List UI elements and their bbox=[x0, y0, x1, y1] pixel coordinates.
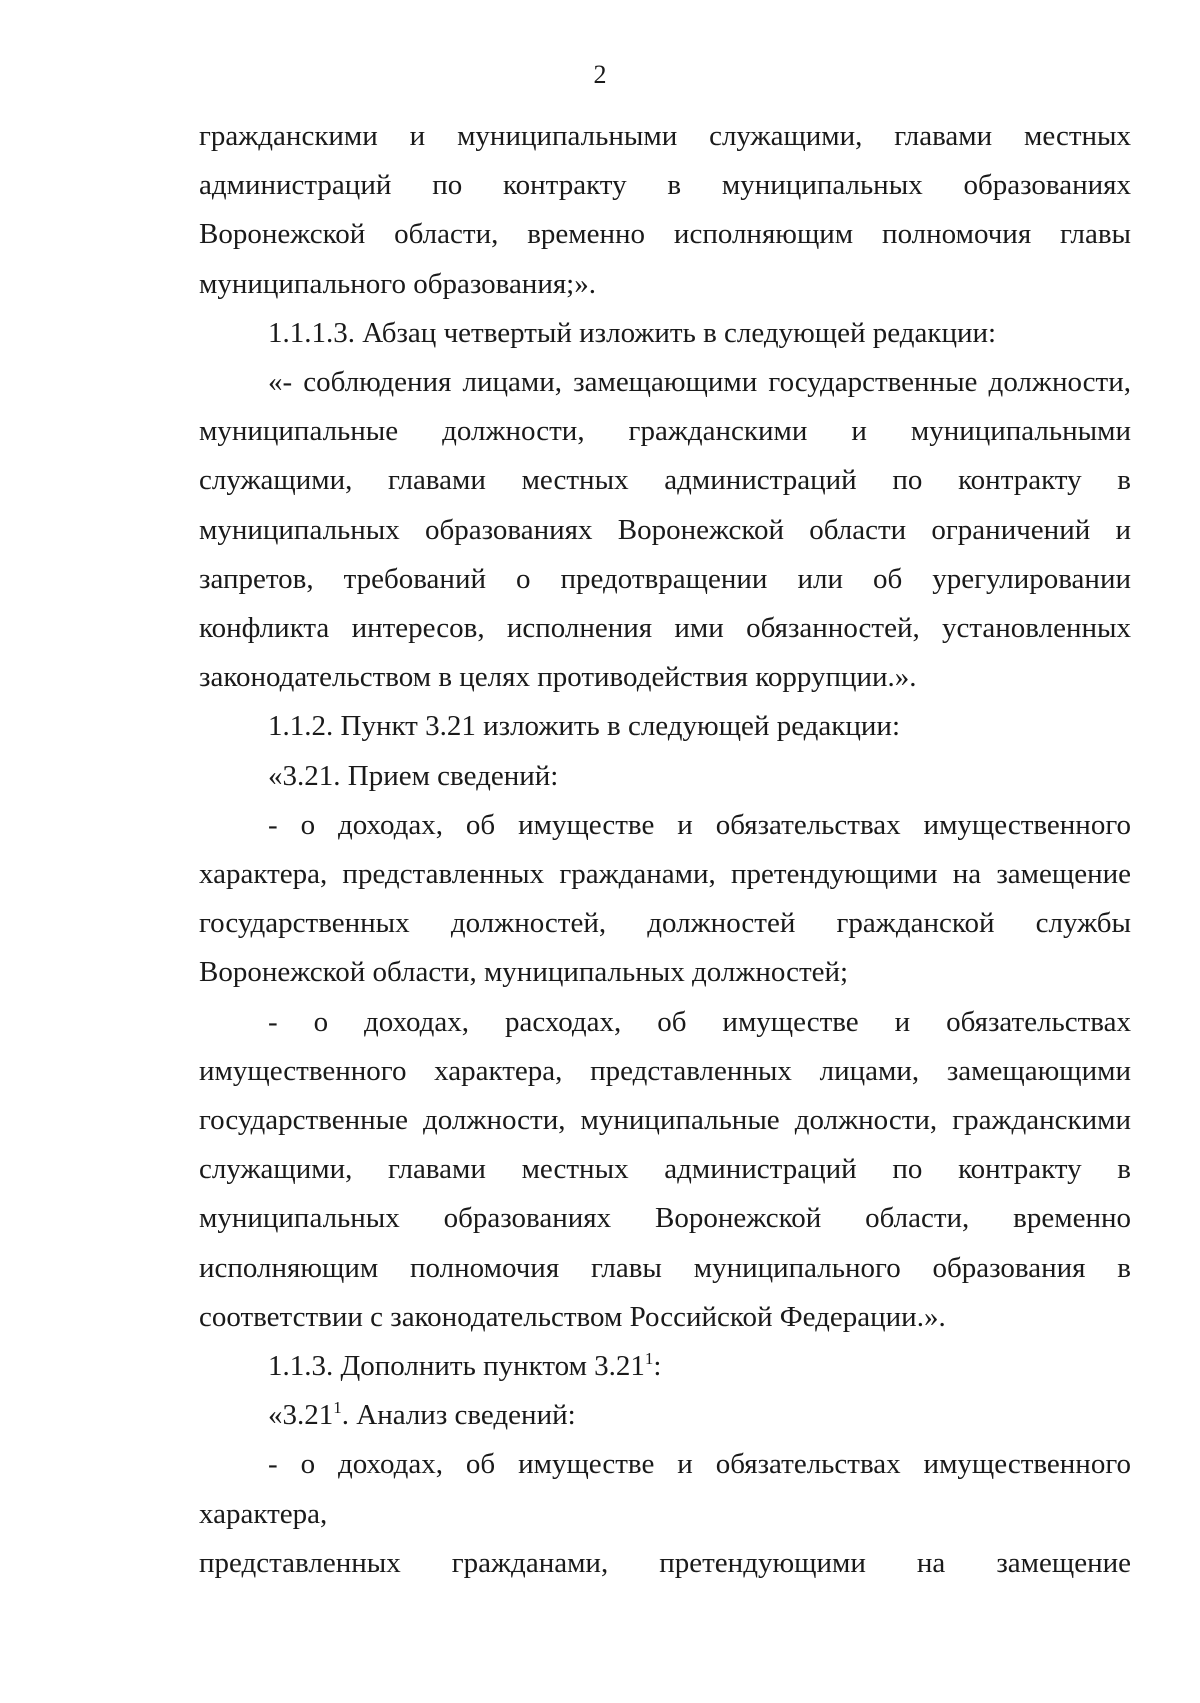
paragraph-continuation: гражданскими и муниципальными служащими, главами местных администраций по контракту в муниципальных образованиях Воронежской области, временно исполняющим полномочия главы муниципального образования;». bbox=[199, 120, 1131, 300]
paragraph-item-1-1-3-text: 1.1.3. Дополнить пунктом 3.21 bbox=[268, 1350, 645, 1383]
paragraph-analysis-income-line: - о доходах, об имуществе и обязательствах имущественного характера, bbox=[199, 1448, 1131, 1530]
paragraph-quote-compliance: «- соблюдения лицами, замещающими государственные должности, муниципальные должности, гражданскими и муниципальными служащими, главами местных администраций по контракту в муниципальных образованиях Воронежской области ограничений и запретов, требований о предотвращении или об урегулировании конфликта интересов, исполнения ими обязанностей, установленных законодательством в целях противодействия коррупции.». bbox=[199, 366, 1131, 694]
paragraph-3-21-heading: «3.21. Прием сведений: bbox=[268, 759, 559, 792]
paragraph-3-21-1-text: «3.21 bbox=[268, 1399, 334, 1432]
document-body bbox=[199, 112, 1131, 1588]
paragraph-analysis-citizens-line: представленных гражданами, претендующими на замещение bbox=[199, 1546, 1131, 1579]
paragraph-item-1-1-2: 1.1.2. Пункт 3.21 изложить в следующей редакции: bbox=[268, 710, 901, 743]
superscript: 1 bbox=[644, 1349, 654, 1369]
paragraph-item-1-1-3-after: : bbox=[653, 1350, 662, 1383]
paragraph-item-1-1-3 bbox=[199, 1342, 1131, 1391]
paragraph-income-officials: - о доходах, расходах, об имуществе и обязательствах имущественного характера, представленных лицами, замещающими государственные должности, муниципальные должности, гражданскими служащими, главами местных администраций по контракту в муниципальных образованиях Воронежской области, временно исполняющим полномочия главы муниципального образования в соответствии с законодательством Российской Федерации.». bbox=[199, 1005, 1131, 1333]
paragraph-item-1-1-1-3: 1.1.1.3. Абзац четвертый изложить в следующей редакции: bbox=[268, 316, 997, 349]
superscript: 1 bbox=[333, 1398, 342, 1418]
paragraph-3-21-1-after: . Анализ сведений: bbox=[341, 1399, 576, 1432]
paragraph-income-citizens: - о доходах, об имуществе и обязательствах имущественного характера, представленных гражданами, претендующими на замещение государственных должностей, должностей гражданской службы Воронежской области, муниципальных должностей; bbox=[199, 808, 1131, 989]
page-number: 2 bbox=[593, 60, 607, 89]
paragraph-3-21-1-heading bbox=[199, 1391, 1131, 1440]
